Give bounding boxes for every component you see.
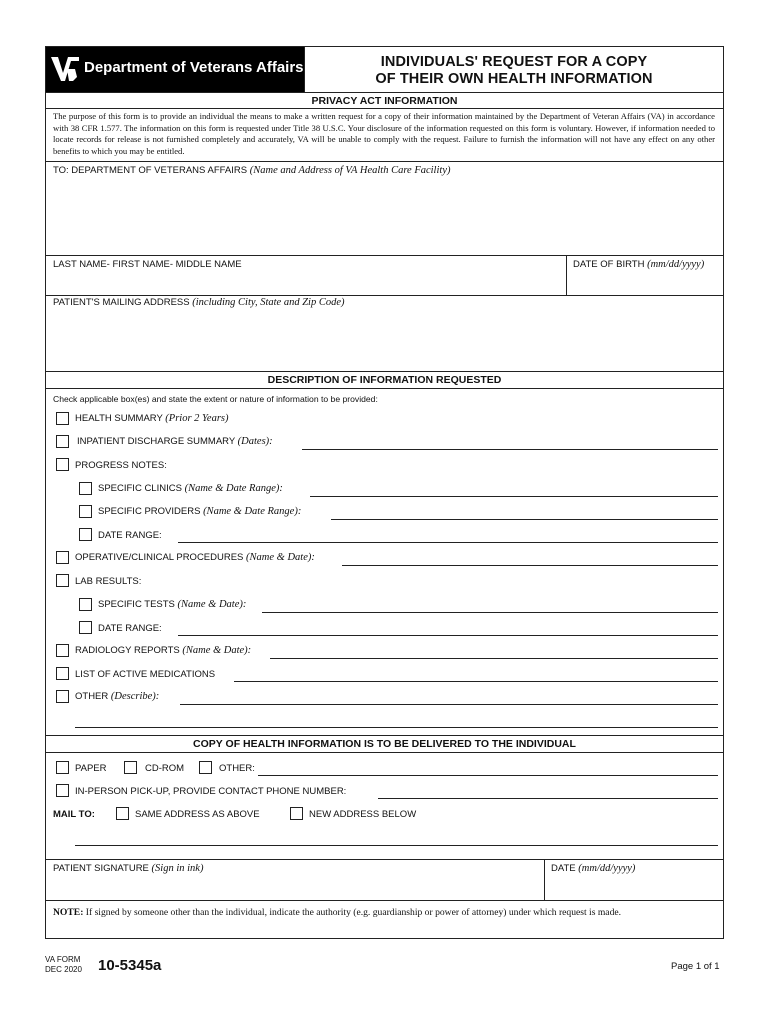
divider: [45, 92, 724, 93]
to-field-input[interactable]: [50, 180, 720, 254]
divider: [45, 388, 724, 389]
progress-notes-checkbox[interactable]: [56, 458, 69, 471]
medications-input-line[interactable]: [234, 681, 718, 682]
address-field-label: PATIENT'S MAILING ADDRESS (including City, State and Zip Code): [53, 297, 345, 308]
mail-to-label: MAIL TO:: [53, 809, 95, 820]
divider: [45, 900, 724, 901]
signature-date-input[interactable]: [548, 877, 720, 897]
privacy-heading: PRIVACY ACT INFORMATION: [311, 95, 458, 107]
new-address-checkbox[interactable]: [290, 807, 303, 820]
va-seal-icon: [49, 51, 81, 87]
paper-checkbox[interactable]: [56, 761, 69, 774]
other-checkbox[interactable]: [56, 690, 69, 703]
delivery-heading: COPY OF HEALTH INFORMATION IS TO BE DELIVERED TO THE INDIVIDUAL: [193, 738, 576, 750]
other-input-line-2[interactable]: [75, 727, 718, 728]
signature-input[interactable]: [50, 877, 540, 897]
divider: [45, 255, 724, 256]
cdrom-checkbox[interactable]: [124, 761, 137, 774]
inpatient-label: INPATIENT DISCHARGE SUMMARY (Dates):: [77, 436, 273, 447]
va-logo-bar: [46, 47, 304, 92]
dob-field-label: DATE OF BIRTH (mm/dd/yyyy): [573, 259, 705, 270]
address-field-input[interactable]: [50, 312, 720, 368]
paper-label: PAPER: [75, 763, 107, 774]
divider: [45, 371, 724, 372]
specific-providers-checkbox[interactable]: [79, 505, 92, 518]
delivery-other-checkbox[interactable]: [199, 761, 212, 774]
divider: [45, 752, 724, 753]
specific-tests-label: SPECIFIC TESTS (Name & Date):: [98, 599, 247, 610]
signature-date-label: DATE (mm/dd/yyyy): [551, 863, 636, 874]
divider: [45, 735, 724, 736]
health-summary-label: HEALTH SUMMARY (Prior 2 Years): [75, 413, 229, 424]
cdrom-label: CD-ROM: [145, 763, 185, 774]
divider: [566, 255, 567, 295]
radiology-label: RADIOLOGY REPORTS (Name & Date):: [75, 645, 252, 656]
to-field-label: TO: DEPARTMENT OF VETERANS AFFAIRS (Name and Address of VA Health Care Facility): [53, 165, 451, 176]
form-title-line1: INDIVIDUALS' REQUEST FOR A COPY: [380, 54, 648, 70]
lab-results-label: LAB RESULTS:: [75, 576, 142, 587]
form-title-line2: OF THEIR OWN HEALTH INFORMATION: [375, 71, 653, 87]
progress-date-range-label: DATE RANGE:: [98, 530, 162, 541]
form-number: 10-5345a: [98, 957, 162, 974]
page-number: Page 1 of 1: [671, 961, 720, 972]
radiology-checkbox[interactable]: [56, 644, 69, 657]
specific-tests-input-line[interactable]: [262, 612, 718, 613]
name-field-label: LAST NAME- FIRST NAME- MIDDLE NAME: [53, 259, 242, 270]
pickup-phone-input-line[interactable]: [378, 798, 718, 799]
progress-notes-label: PROGRESS NOTES:: [75, 460, 167, 471]
specific-clinics-checkbox[interactable]: [79, 482, 92, 495]
delivery-other-label: OTHER:: [219, 763, 255, 774]
lab-date-range-label: DATE RANGE:: [98, 623, 162, 634]
specific-clinics-input-line[interactable]: [310, 496, 718, 497]
lab-date-range-checkbox[interactable]: [79, 621, 92, 634]
health-summary-checkbox[interactable]: [56, 412, 69, 425]
progress-date-range-input-line[interactable]: [178, 542, 718, 543]
form-date-label: DEC 2020: [45, 965, 82, 974]
operative-label: OPERATIVE/CLINICAL PROCEDURES (Name & Date):: [75, 552, 315, 563]
specific-tests-checkbox[interactable]: [79, 598, 92, 611]
specific-providers-label: SPECIFIC PROVIDERS (Name & Date Range):: [98, 506, 302, 517]
radiology-input-line[interactable]: [270, 658, 718, 659]
divider: [45, 161, 724, 162]
inpatient-input-line[interactable]: [302, 449, 718, 450]
other-label: OTHER (Describe):: [75, 691, 160, 702]
medications-label: LIST OF ACTIVE MEDICATIONS: [75, 669, 216, 680]
signature-label: PATIENT SIGNATURE (Sign in ink): [53, 863, 204, 874]
same-address-checkbox[interactable]: [116, 807, 129, 820]
same-address-label: SAME ADDRESS AS ABOVE: [135, 809, 260, 820]
operative-input-line[interactable]: [342, 565, 718, 566]
inpatient-checkbox[interactable]: [56, 435, 69, 448]
divider: [544, 859, 545, 900]
divider: [45, 859, 724, 860]
agency-name: Department of Veterans Affairs: [84, 59, 304, 76]
pickup-label: IN-PERSON PICK-UP, PROVIDE CONTACT PHONE NUMBER:: [75, 786, 347, 797]
lab-date-range-input-line[interactable]: [178, 635, 718, 636]
medications-checkbox[interactable]: [56, 667, 69, 680]
divider: [45, 108, 724, 109]
pickup-checkbox[interactable]: [56, 784, 69, 797]
delivery-other-input-line[interactable]: [258, 775, 718, 776]
va-form-label: VA FORM: [45, 955, 81, 964]
divider: [45, 295, 724, 296]
specific-providers-input-line[interactable]: [331, 519, 718, 520]
operative-checkbox[interactable]: [56, 551, 69, 564]
lab-results-checkbox[interactable]: [56, 574, 69, 587]
progress-date-range-checkbox[interactable]: [79, 528, 92, 541]
new-address-label: NEW ADDRESS BELOW: [309, 809, 417, 820]
name-field-input[interactable]: [50, 272, 562, 292]
dob-field-input[interactable]: [570, 272, 720, 292]
privacy-text: The purpose of this form is to provide an individual the means to make a written request for a copy of their information maintained by the Department of Veteran Affairs (VA) in accordance with 38 CFR 1.577. The information on this form is requested under Title 38 U.S.C. Your disclosure of the information requested on this form is voluntary. However, if information needed to locate records for release is not furnished completely and accurately, VA will be unable to comply with the request. Failure to furnish the information will not have any effect on any other benefits to which you may be entitled.: [53, 111, 715, 156]
specific-clinics-label: SPECIFIC CLINICS (Name & Date Range):: [98, 483, 283, 494]
description-instruction: Check applicable box(es) and state the extent or nature of information to be provided:: [53, 394, 378, 404]
description-heading: DESCRIPTION OF INFORMATION REQUESTED: [267, 374, 502, 386]
new-address-input-line[interactable]: [75, 845, 718, 846]
note-text: NOTE: If signed by someone other than the individual, indicate the authority (e.g. guardianship or power of attorney) under which request is made.: [53, 907, 622, 918]
other-input-line[interactable]: [180, 704, 718, 705]
